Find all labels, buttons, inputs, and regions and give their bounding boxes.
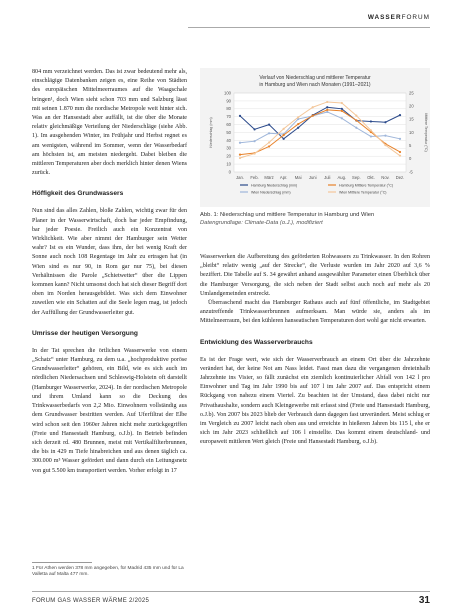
- data-point: [268, 132, 270, 134]
- data-point: [253, 140, 255, 142]
- data-point: [399, 155, 401, 157]
- data-point: [341, 110, 343, 112]
- x-tick-label: Sep.: [352, 175, 361, 180]
- data-point: [370, 129, 372, 131]
- x-tick-label: Apr.: [279, 175, 288, 180]
- data-point: [355, 127, 357, 129]
- x-tick-label: Juli: [324, 175, 331, 180]
- data-point: [268, 145, 270, 147]
- y2-tick-label: 20: [409, 103, 414, 109]
- data-point: [326, 106, 328, 108]
- section-heading: Höffigkeit des Grundwassers: [32, 190, 124, 198]
- x-tick-label: Dez.: [395, 175, 405, 180]
- footnote-rule: [32, 562, 92, 563]
- right-column: [200, 253, 430, 448]
- x-tick-label: Mai: [294, 175, 302, 180]
- y-axis-label: Niederschlag (mm): [209, 117, 213, 148]
- x-tick-label: Aug.: [337, 175, 347, 180]
- data-point: [312, 106, 314, 108]
- y-tick-label: 20: [226, 153, 231, 159]
- data-point: [326, 101, 328, 103]
- data-point: [239, 115, 241, 117]
- y-tick-label: 80: [226, 106, 231, 112]
- data-point: [268, 141, 270, 143]
- section-heading: Entwicklung des Wasserverbrauchs: [200, 338, 313, 346]
- climate-chart: [200, 68, 430, 207]
- y2-tick-label: 0: [409, 156, 412, 162]
- data-point: [283, 128, 285, 130]
- data-point: [253, 152, 255, 154]
- data-point: [239, 142, 241, 144]
- y-tick-label: 70: [226, 114, 231, 120]
- footnote: 1 Für Athen werden 378 mm angegeben, für Madrid 435 mm und für La Valletta auf Malta 477 mm.: [32, 566, 184, 578]
- paragraph: Es ist der Frage wert, wie sich der Wasserverbrauch an einem Ort über die Jahrzehnte verändert hat, der keine Not am Nass leidet. Fasst man dazu die vergangenen dreieinhalb Jahrzehnte ins Visier, so fällt zunächst ein ziemlich kontinuierlicher Abfall von 142 l pro Einwohner und Tag im Jahr 1990 bis auf 107 l im Jahr 2007 auf. Das entspricht einem Rückgang von nahezu einem Viertel. Zu beachten ist der Umstand, dass dabei nicht nur Privathaushalte, sondern auch Kleingewerbe mit erfasst sind (Freie und Hansestadt Hamburg, o.J.b). Von 2007 bis 2023 blieb der Verbrauch dann dagegen fast unverändert. Meist schlug er im Vergleich zu 2007 leicht nach oben aus und erreichte in hießeren Jahren bis 115 l, ehe er sich im Jahr 2023 schließlich auf 106 l einstellte. Das kommt einem deutschland- und europaweit mittleren Wert gleich (Freie und Hansestadt Hamburg, o.J.b).: [200, 356, 430, 446]
- data-point: [326, 111, 328, 113]
- y-tick-label: 100: [224, 90, 231, 96]
- caption-text: Abb. 1: Niederschlag und mittlere Temperatur in Hamburg und Wien: [200, 212, 375, 218]
- paragraph: In der Tat sprechen die örtlichen Wasserwerke von einem „Schatz“ unter Hamburg, zu dem u.a. „hochproduktive poröse Grundwasserleiter“ gehören, ein Bild, wie es sich auch im nördlichen Niedersachsen und Schleswig-Holstein oft darstellt (Hamburger Wasserwerke, 2024). In der nordischen Metropole und ihrem Umland kann so die Deckung des Trinkwasserbedarfs von 2,2 Mio. Einwohnern vollständig aus dem Grundwasser bestritten werden. Auf Uferfiltrat der Elbe wird schon seit den 1960er Jahren nicht mehr zurückgegriffen (Freie und Hansestadt Hamburg, o.J.b). In Betrieb befinden sich derzeit rd. 480 Brunnen, meist mit Vertikalfilterbrunnen, die bis in 429 m Tiefe hinabreichen und aus denen täglich ca. 300.000 m³ Wasser gefördert und dann durch ein Leitungsnetz von gut 5.500 km transportiert werden. Vorher erfolgt in 17: [32, 347, 187, 474]
- x-tick-label: Jan.: [236, 175, 244, 180]
- data-point: [399, 151, 401, 153]
- data-point: [341, 117, 343, 119]
- y-tick-label: 40: [226, 137, 231, 143]
- page-number: 31: [418, 595, 430, 606]
- data-point: [297, 127, 299, 129]
- left-column: [32, 68, 187, 476]
- data-point: [297, 116, 299, 118]
- paragraph: 804 mm verzeichnet werden. Das ist zwar bedeutend mehr als, einschlägige Datenbanken zeigen es, eine Reihe von Städten des europäischen Mittelmeerraumes auf die Waagschale bringen¹, doch Wien sieht schon 703 mm und Salzburg lässt mit seinen 1.870 mm die nordische Metropole weit hinter sich. Was an der Hansestadt aber auffällt, ist die über die Monate relativ gleichmäßige Verteilung der Niederschläge (siehe Abb. 1). Im ausgehenden Winter, im Frühjahr und Herbst regnet es am wenigsten, während im Sommer, wenn der Wasserbedarf am höchsten ist, am meisten niedergeht. Dabei bleiben die mittleren Temperaturen aber doch merklich hinter denen Wiens zurück.: [32, 69, 187, 177]
- data-point: [384, 121, 386, 123]
- data-point: [384, 144, 386, 146]
- y-tick-label: 30: [226, 145, 231, 151]
- y2-tick-label: 25: [409, 90, 414, 96]
- data-point: [253, 128, 255, 130]
- legend-label: Hamburg Niederschlag (mm): [251, 183, 298, 188]
- x-tick-label: Nov.: [381, 175, 390, 180]
- x-tick-label: März: [264, 175, 274, 180]
- y-tick-label: 0: [228, 169, 231, 175]
- data-point: [326, 109, 328, 111]
- caption-source: Datengrundlage: Climate-Data (o.J.), modifiziert: [200, 219, 323, 226]
- data-point: [239, 157, 241, 159]
- data-point: [384, 135, 386, 137]
- x-tick-label: Juni: [308, 175, 317, 180]
- x-tick-label: Feb.: [250, 175, 259, 180]
- y2-axis-label: Mittlere Temperatur (°C): [424, 113, 428, 152]
- legend-label: Wien Niederschlag (mm): [251, 190, 291, 195]
- footer-rule: [32, 591, 430, 592]
- y2-tick-label: 5: [409, 143, 412, 149]
- y-tick-label: 60: [226, 122, 231, 127]
- x-tick-label: Okt.: [367, 175, 375, 180]
- data-point: [297, 123, 299, 125]
- data-point: [355, 115, 357, 117]
- data-point: [268, 124, 270, 126]
- y2-tick-label: -5: [409, 169, 413, 175]
- section-heading: Umrisse der heutigen Versorgung: [32, 329, 138, 337]
- data-point: [341, 102, 343, 104]
- running-header: WASSERFORUM: [367, 14, 430, 21]
- header-rule: [188, 27, 430, 28]
- figure-caption: [200, 212, 430, 227]
- data-point: [355, 119, 357, 121]
- y-tick-label: 90: [226, 98, 231, 104]
- data-point: [341, 108, 343, 110]
- data-point: [283, 138, 285, 140]
- chart-title-line: Verlauf von Niederschlag und mittlerer Temperatur: [259, 75, 371, 81]
- y2-tick-label: 10: [409, 129, 414, 135]
- paragraph: Überraschend macht das Hamburger Rathaus auch auf fünf öffentliche, im Stadtgebiet anzutreffende Trinkwasserbrunnen aufmerksam. Man würde sie, anders als im Mittelmeerraum, bei den kühleren hanseatischen Temperaturen dort wohl gar nicht erwarten.: [200, 300, 430, 325]
- data-point: [370, 120, 372, 122]
- chart-svg: [200, 68, 430, 207]
- y-tick-label: 10: [226, 161, 231, 167]
- paragraph: Nun sind das alles Zahlen, bloße Zahlen, wichtig zwar für den Planer in der Wasserwirtschaft, doch bar jeder Empfindung, bar jeder Poesie. Freilich auch ein Konzentrat von Wirklichkeit. Wie aber nimmt der Hamburger sein Wetter wahr? Ist es ein Wunder, dass ihm, der bei wenig Kraft der Sonne auch noch 108 Regentage im Jahr zu ertragen hat (in Wien sind es nur 90, in Rom gar nur 75), bei diesen Verhältnissen die Parole „Schietwetter“ über die Lippen kommen kann? Nicht umsonst doch hat sich dieser Begriff dort oben im Norden herausgebildet. Was sich dem Einwohner zuweilen wie ein Schatten auf die Seele legen mag, ist jedoch der Auffüllung der Grundwasserleiter gut.: [32, 208, 187, 316]
- data-point: [399, 138, 401, 140]
- data-point: [370, 135, 372, 137]
- data-point: [239, 154, 241, 156]
- legend-label: Wien Mittlere Temperatur (°C): [339, 190, 387, 195]
- paragraph: Wasserwerken die Aufbereitung des geförderten Rohwassers zu Trinkwasser. In den Rohren „bleibt“ relativ wenig „auf der Strecke“, die Verluste wurden im Jahr 2020 auf 3,6 % beziffert. Die Tabelle auf S. 34 gewährt anhand ausgewählter Parameter einen Überblick über die Hamburger Versorgung, die sich neben der Stadt selbst auch noch auf mehr als 20 Umlandgemeinden erstreckt.: [200, 254, 430, 297]
- footer-text: FORUM GAS WASSER WÄRME 2/2025: [32, 598, 150, 604]
- chart-title-line: in Hamburg und Wien nach Monaten (1991–2021): [259, 82, 371, 88]
- data-point: [399, 114, 401, 116]
- data-point: [312, 115, 314, 117]
- y-tick-label: 50: [226, 129, 231, 135]
- legend-label: Hamburg Mittlere Temperatur (°C): [339, 183, 394, 188]
- data-point: [283, 134, 285, 136]
- y2-tick-label: 15: [409, 116, 414, 122]
